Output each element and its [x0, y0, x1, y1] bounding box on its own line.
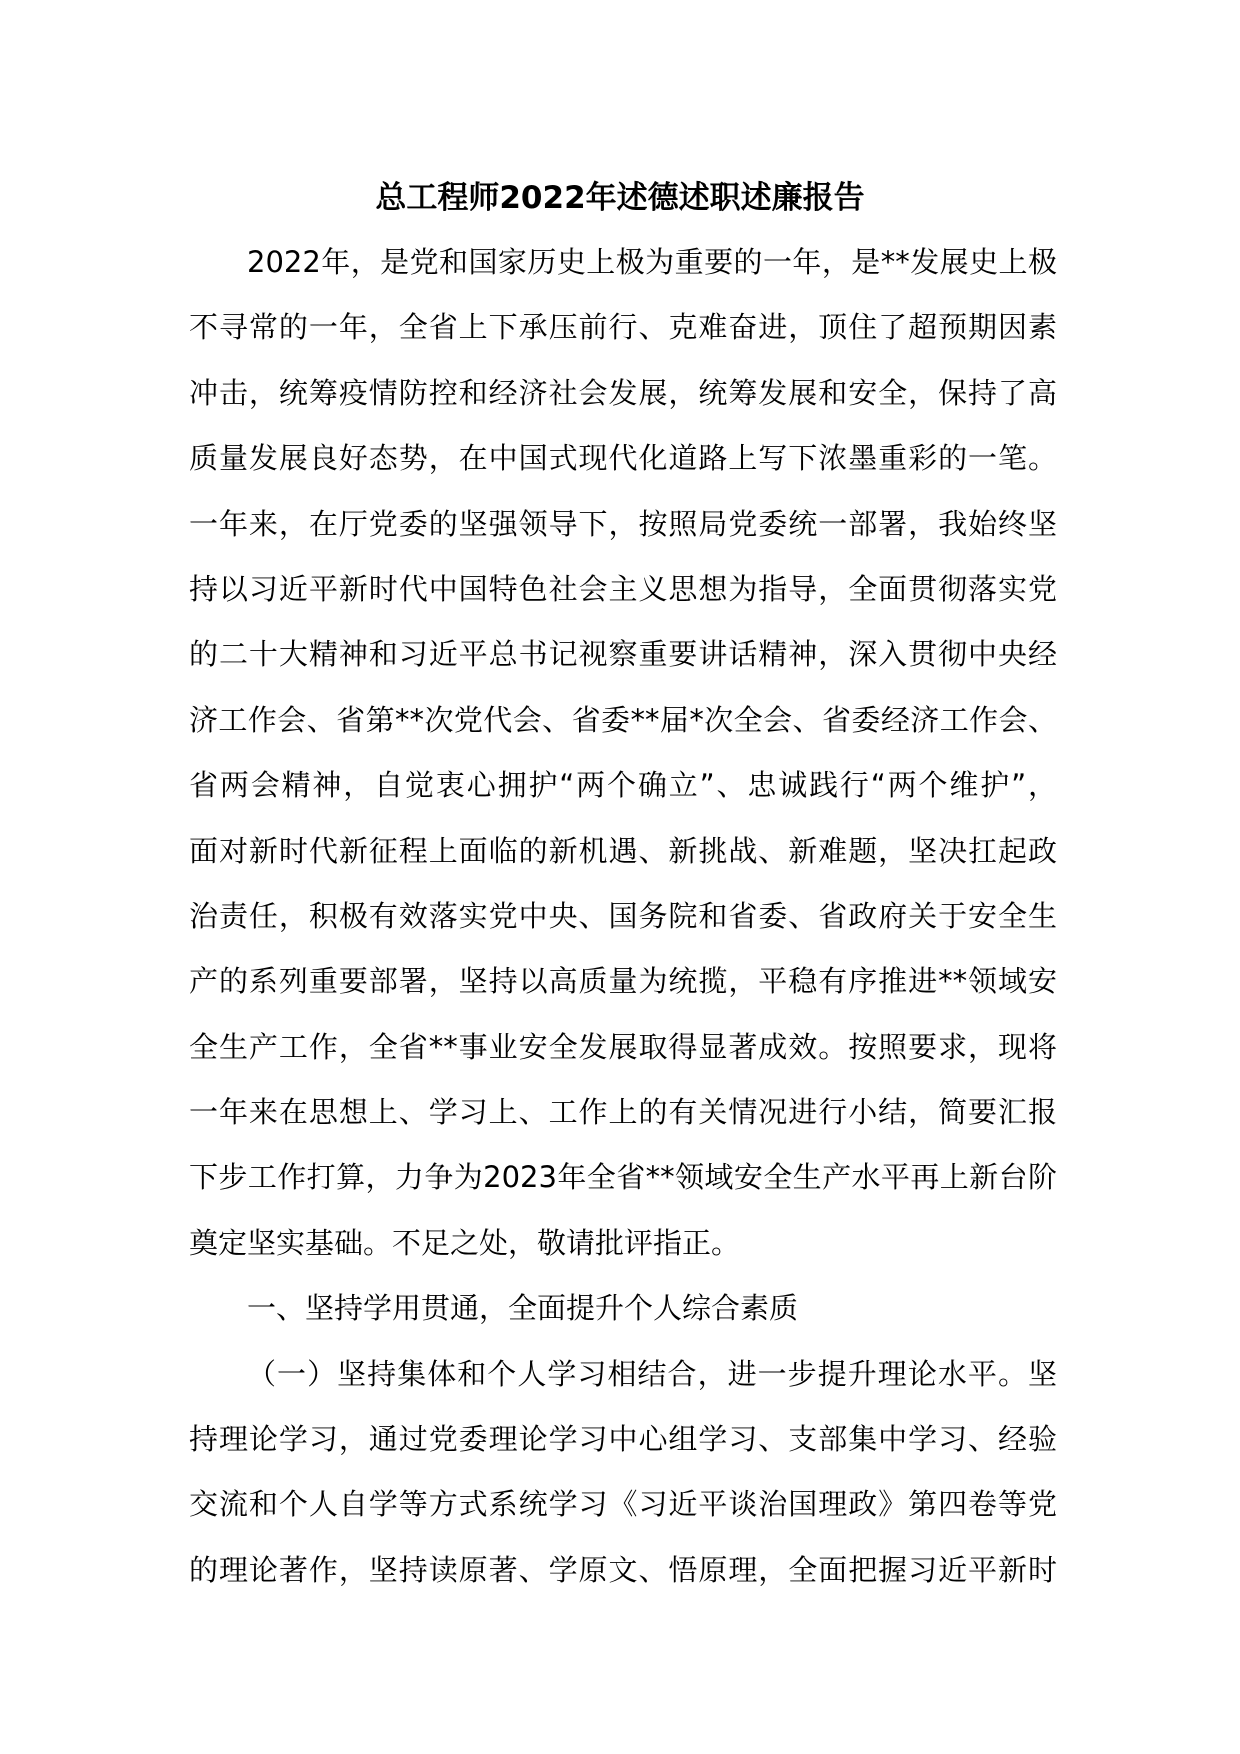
text-line: 持以习近平新时代中国特色社会主义思想为指导，全面贯彻落实党 — [189, 571, 1057, 606]
text-line: 产的系列重要部署，坚持以高质量为统揽，平稳有序推进**领域安 — [189, 964, 1057, 999]
document-title: 总工程师2022年述德述职述廉报告 — [375, 180, 865, 216]
text-line: 2022年，是党和国家历史上极为重要的一年，是**发展史上极 — [247, 245, 1057, 279]
text-line: 不寻常的一年，全省上下承压前行、克难奋进，顶住了超预期因素 — [189, 310, 1057, 345]
text-line: 面对新时代新征程上面临的新机遇、新挑战、新难题，坚决扛起政 — [189, 833, 1057, 868]
text-line: 奠定坚实基础。不足之处，敬请批评指正。 — [189, 1225, 741, 1260]
text-line: 全生产工作，全省**事业安全发展取得显著成效。按照要求，现将 — [189, 1029, 1057, 1064]
text-line: 交流和个人自学等方式系统学习《习近平谈治国理政》第四卷等党 — [189, 1487, 1057, 1522]
text-line: 济工作会、省第**次党代会、省委**届*次全会、省委经济工作会、 — [189, 702, 1057, 737]
subsection-heading: （一）坚持集体和个人学习相结合，进一步提升理论水平。坚 — [247, 1356, 1057, 1391]
text-line: 治责任，积极有效落实党中央、国务院和省委、省政府关于安全生 — [189, 898, 1057, 933]
text-line: 一年来在思想上、学习上、工作上的有关情况进行小结，简要汇报 — [189, 1095, 1057, 1130]
text-line: 下步工作打算，力争为2023年全省**领域安全生产水平再上新台阶 — [189, 1160, 1057, 1195]
text-line: 一年来，在厅党委的坚强领导下，按照局党委统一部署，我始终坚 — [189, 506, 1057, 541]
text-line: 省两会精神，自觉衷心拥护“两个确立”、忠诚践行“两个维护”， — [189, 768, 1057, 803]
text-line: 质量发展良好态势，在中国式现代化道路上写下浓墨重彩的一笔。 — [189, 441, 1057, 476]
text-line: 的二十大精神和习近平总书记视察重要讲话精神，深入贯彻中央经 — [189, 637, 1057, 672]
document-body — [189, 240, 1057, 1613]
text-line: 冲击，统筹疫情防控和经济社会发展，统筹发展和安全，保持了高 — [189, 375, 1057, 410]
text-line: 持理论学习，通过党委理论学习中心组学习、支部集中学习、经验 — [189, 1422, 1057, 1457]
section-heading: 一、坚持学用贯通，全面提升个人综合素质 — [247, 1291, 799, 1326]
text-line: 的理论著作，坚持读原著、学原文、悟原理，全面把握习近平新时 — [189, 1552, 1057, 1587]
